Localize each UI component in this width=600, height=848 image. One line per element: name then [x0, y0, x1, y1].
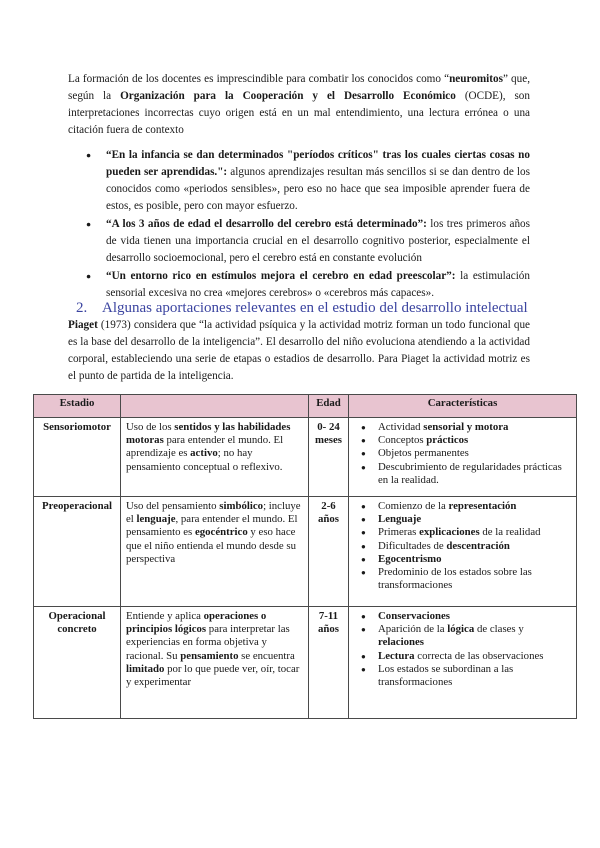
- char-bold: explicaciones: [419, 526, 480, 539]
- myth-item: [106, 268, 530, 302]
- section-heading: [76, 299, 528, 318]
- header-age: Edad: [309, 395, 349, 418]
- char-text: Objetos permanentes: [378, 447, 469, 460]
- characteristic-item: [378, 540, 571, 553]
- myth-title: “En la infancia se dan determinados "períodos críticos" tras los cuales ciertas cosas no pueden ser aprendidas.":: [106, 149, 530, 178]
- myth-text: los tres primeros años de vida tienen una importancia crucial en el desarrollo cognitivo posterior, especialmente el desarrollo socioemocional, pero el cerebro está en constante evolución: [106, 218, 531, 264]
- desc-text: ; no hay pensamiento conceptual o reflexivo.: [126, 447, 283, 473]
- intro-paragraph: [68, 71, 530, 139]
- desc-text: para entender el mundo. El aprendizaje es: [126, 434, 284, 460]
- char-bold: Lenguaje: [378, 513, 422, 526]
- char-bold: Egocentrismo: [378, 552, 442, 565]
- table-row: [34, 607, 577, 719]
- myth-item: [106, 216, 530, 267]
- desc-bold: sentidos y las habilidades motoras: [126, 421, 291, 447]
- char-text: Dificultades de: [378, 539, 447, 552]
- char-text: Comienzo de la: [378, 500, 449, 512]
- desc-text: y eso hace que el niño entienda el mundo desde su perspectiva: [126, 526, 297, 565]
- desc-bold: egocéntrico: [194, 526, 248, 539]
- char-text: Conceptos: [378, 434, 427, 447]
- stage-cell: Preoperacional: [34, 497, 121, 607]
- description-cell: [121, 418, 309, 497]
- section-title: Algunas aportaciones relevantes en el estudio del desarrollo intelectual: [102, 300, 528, 316]
- characteristic-item: [378, 610, 571, 623]
- stage-cell: Sensoriomotor: [34, 418, 121, 497]
- char-bold: Lectura: [378, 649, 415, 662]
- desc-bold: pensamiento: [180, 649, 239, 662]
- desc-text: ; incluye el: [126, 500, 301, 526]
- desc-text: Uso de los: [126, 421, 175, 433]
- piaget-paragraph: [68, 317, 530, 385]
- header-description: [121, 395, 309, 418]
- desc-bold: lenguaje: [136, 513, 176, 526]
- desc-text: Entiende y aplica: [126, 610, 204, 622]
- char-bold: representación: [448, 500, 517, 512]
- char-text: correcta de las observaciones: [414, 649, 544, 662]
- characteristic-item: [378, 566, 571, 592]
- age-cell: 0- 24 meses: [309, 418, 349, 497]
- desc-bold: limitado: [126, 662, 165, 675]
- characteristic-item: [378, 526, 571, 539]
- char-text: Predominio de los estados sobre las transformaciones: [378, 566, 532, 592]
- characteristic-item: [378, 500, 571, 513]
- desc-text: , para entender el mundo. El pensamiento es: [126, 513, 298, 539]
- age-cell: 2-6 años: [309, 497, 349, 607]
- characteristics-cell: [349, 418, 577, 497]
- characteristic-item: [378, 553, 571, 566]
- table-row: [34, 418, 577, 497]
- char-bold: lógica: [447, 623, 475, 636]
- char-bold: Conservaciones: [378, 610, 450, 622]
- myth-text: algunos aprendizajes resultan más sencillos si se dan dentro de los conocidos como «periodos sensibles», pero eso no hace que sea imposible aprender fuera de estos, es posible, pero con mayor esfuerzo.: [106, 166, 530, 212]
- char-bold: descentración: [446, 539, 510, 552]
- desc-bold: operaciones o principios lógicos: [126, 610, 267, 636]
- piaget-text: (1973) considera que “la actividad psíquica y la actividad motriz forman un todo funcional que es la base del desarrollo de la inteligencia”. El desarrollo del niño evoluciona atendiendo a la actividad corporal, estableciendo una serie de etapas o estadios de desarrollo. Para Piaget la actividad motriz es el punto de partida de la inteligencia.: [68, 319, 530, 382]
- stage-cell: Operacional concreto: [34, 607, 121, 719]
- characteristic-item: [378, 623, 571, 649]
- char-text: Aparición de la: [378, 623, 448, 636]
- char-text: Descubrimiento de regularidades prácticas en la realidad.: [378, 460, 562, 486]
- characteristic-item: [378, 513, 571, 526]
- characteristic-item: [378, 447, 571, 460]
- intro-ocde: Organización para la Cooperación y el Desarrollo Económico: [120, 90, 456, 102]
- description-cell: [121, 497, 309, 607]
- characteristic-item: [378, 461, 571, 487]
- stages-table: [33, 394, 577, 719]
- header-characteristics: Características: [349, 395, 577, 418]
- myths-list: [106, 147, 530, 303]
- char-text: Actividad: [378, 421, 424, 433]
- table-header-row: [34, 395, 577, 418]
- characteristic-item: [378, 421, 571, 434]
- myth-title: “A los 3 años de edad el desarrollo del cerebro está determinado”:: [106, 218, 427, 230]
- characteristics-cell: [349, 607, 577, 719]
- intro-neuromitos: neuromitos: [449, 73, 503, 85]
- myth-item: [106, 147, 530, 215]
- char-text: Los estados se subordinan a las transformaciones: [378, 662, 514, 689]
- desc-text: se encuentra: [238, 649, 295, 662]
- char-bold: prácticos: [426, 434, 469, 447]
- char-text: de la realidad: [479, 526, 541, 539]
- intro-text: (OCDE), son interpretaciones incorrectas cuyo origen está en un mal entendimiento, una lectura errónea o una citación fuera de contexto: [68, 90, 530, 136]
- myth-title: “Un entorno rico en estímulos mejora el cerebro en edad preescolar”:: [106, 270, 456, 282]
- intro-text: ” que, según la: [68, 73, 530, 102]
- characteristic-item: [378, 663, 571, 689]
- piaget-name: Piaget: [68, 319, 98, 331]
- char-bold: relaciones: [378, 636, 424, 649]
- char-text: Primeras: [378, 526, 420, 539]
- description-cell: [121, 607, 309, 719]
- age-cell: 7-11 años: [309, 607, 349, 719]
- table-row: [34, 497, 577, 607]
- characteristics-cell: [349, 497, 577, 607]
- myth-text: la estimulación sensorial excesiva no crea «mejores cerebros» o «cerebros más capaces».: [106, 270, 530, 299]
- char-bold: sensorial y motora: [423, 421, 509, 433]
- section-number: 2.: [76, 300, 88, 316]
- header-stage: Estadio: [34, 395, 121, 418]
- intro-text: La formación de los docentes es imprescindible para combatir los conocidos como “: [68, 73, 450, 85]
- char-text: de clases y: [474, 623, 524, 636]
- desc-bold: simbólico: [219, 500, 264, 512]
- desc-text: Uso del pensamiento: [126, 500, 220, 512]
- desc-text: por lo que puede ver, oír, tocar y experimentar: [126, 662, 300, 689]
- characteristic-item: [378, 434, 571, 447]
- desc-bold: activo: [190, 447, 218, 460]
- desc-text: para interpretar las experiencias en forma objetiva y racional. Su: [126, 623, 290, 662]
- characteristic-item: [378, 650, 571, 663]
